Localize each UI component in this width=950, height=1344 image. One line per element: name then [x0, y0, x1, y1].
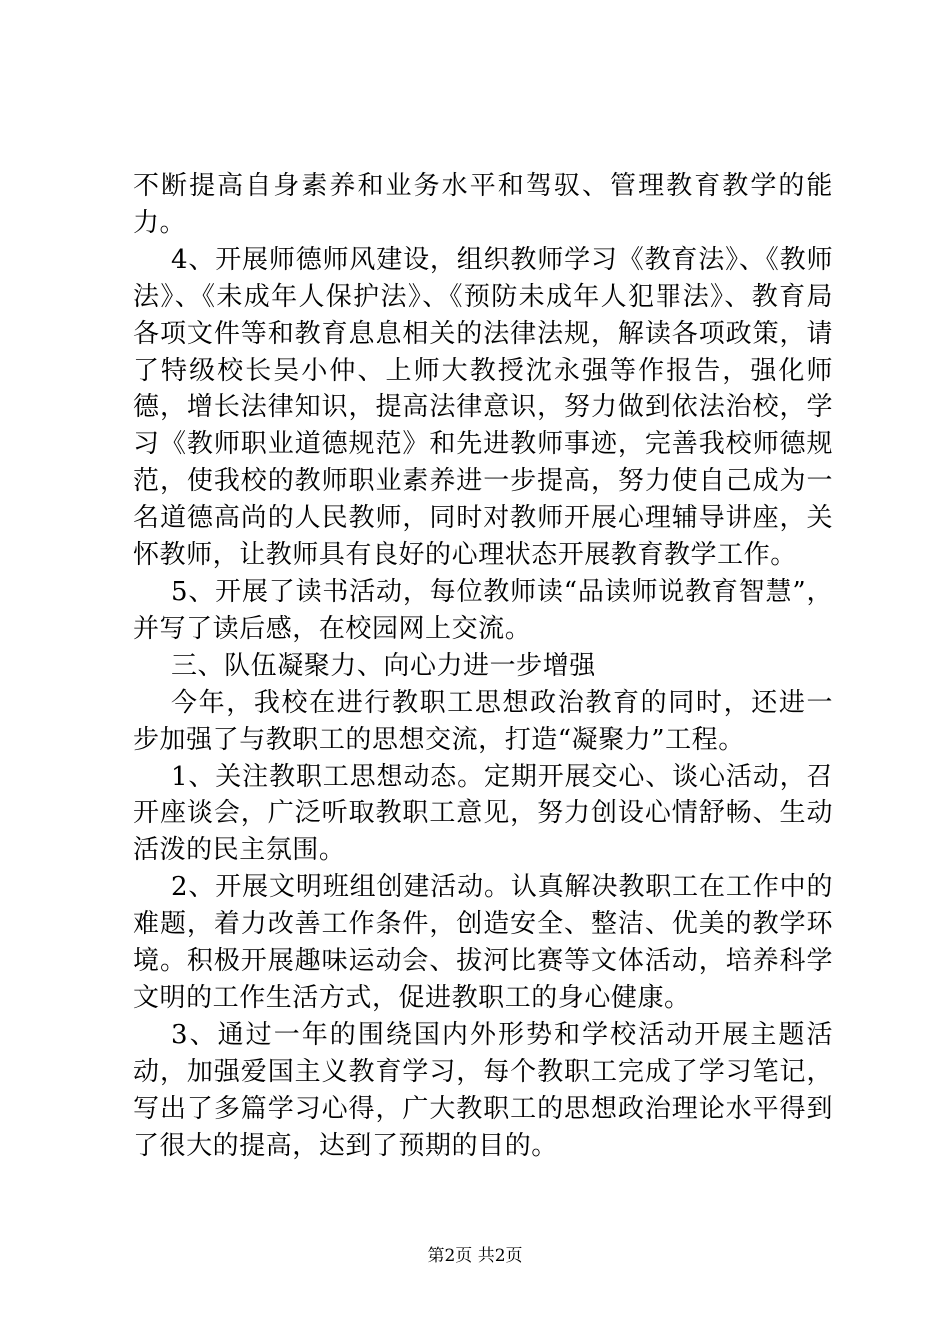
paragraph-item-3-activities: 3、通过一年的围绕国内外形势和学校活动开展主题活动，加强爱国主义教育学习，每个教职工完成了学习笔记，写出了多篇学习心得，广大教职工的思想政治理论水平得到了很大的提高，达到了预期的目的。	[133, 1019, 833, 1161]
page-number-footer: 第2页 共2页	[427, 1246, 523, 1266]
paragraph-item-5-reading: 5、开展了读书活动，每位教师读“品读师说教育智慧”，并写了读后感，在校园网上交流。	[133, 576, 833, 644]
section-heading: 三、队伍凝聚力、向心力进一步增强	[171, 650, 596, 681]
paragraph-intro: 今年，我校在进行教职工思想政治教育的同时，还进一步加强了与教职工的思想交流，打造“凝聚力”工程。	[133, 687, 833, 755]
paragraph-item-1-thought: 1、关注教职工思想动态。定期开展交心、谈心活动，召开座谈会，广泛听取教职工意见，努力创设心情舒畅、生动活泼的民主氛围。	[133, 761, 833, 866]
paragraph-continuation: 不断提高自身素养和业务水平和驾驭、管理教育教学的能力。	[133, 171, 833, 238]
paragraph-item-4-ethics: 4、开展师德师风建设，组织教师学习《教育法》、《教师法》、《未成年人保护法》、《预防未成年人犯罪法》、教育局各项文件等和教育息息相关的法律法规，解读各项政策，请了特级校长吴小仲、上师大教授沈永强等作报告，强化师德，增长法律知识，提高法律意识，努力做到依法治校，学习《教师职业道德规范》和先进教师事迹，完善我校师德规范，使我校的教师职业素养进一步提高，努力使自己成为一名道德高尚的人民教师，同时对教师开展心理辅导讲座，关怀教师，让教师具有良好的心理状态开展教育教学工作。	[133, 244, 833, 571]
paragraph-item-2-civility: 2、开展文明班组创建活动。认真解决教职工在工作中的难题，着力改善工作条件，创造安全、整洁、优美的教学环境。积极开展趣味运动会、拔河比赛等文体活动，培养科学文明的工作生活方式，促进教职工的身心健康。	[133, 872, 833, 1013]
document-body	[133, 168, 833, 1164]
